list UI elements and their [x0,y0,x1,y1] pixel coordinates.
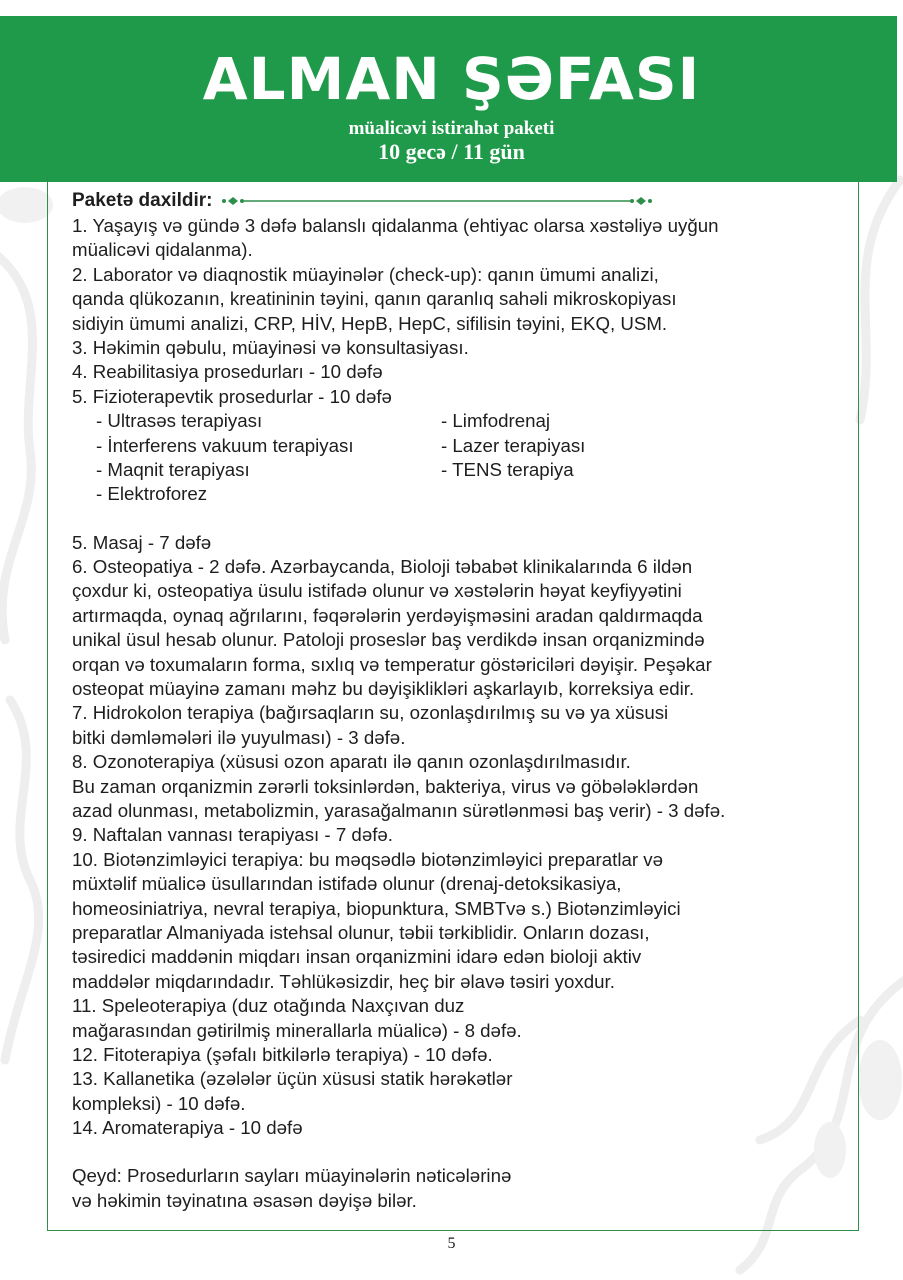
list-item: 4. Reabilitasiya prosedurları - 10 dəfə [72,361,383,383]
list-item: təsiredici maddənin miqdarı insan orqanizmini idarə edən bioloji aktiv [72,946,642,968]
list-item: çoxdur ki, osteopatiya üsulu istifadə olunur və xəstələrin həyat keyfiyyətini [72,580,682,602]
list-item: orqan və toxumaların forma, sıxlıq və temperatur göstəriciləri dəyişir. Peşəkar [72,653,712,675]
list-item: 3. Həkimin qəbulu, müayinəsi və konsultasiyası. [72,336,469,358]
procedure-item: - Ultrasəs terapiyası [96,410,263,432]
ornamental-divider [222,195,652,207]
list-item: 1. Yaşayış və gündə 3 dəfə balanslı qidalanma (ehtiyac olarsa xəstəliyə uyğun [72,215,719,236]
list-item: 14. Aromaterapiya - 10 dəfə [72,1117,303,1139]
list-item: mağarasından gətirilmiş minerallarla müalicə) - 8 dəfə. [72,1019,522,1041]
list-item: azad olunması, metabolizmin, yarasağalmanın sürətlənməsi baş verir) - 3 dəfə. [72,799,726,821]
list-item: maddələr miqdarındadır. Təhlükəsizdir, heç bir əlavə təsiri yoxdur. [72,970,615,992]
procedure-item: - İnterferens vakuum terapiyası [96,434,354,456]
list-item: kompleksi) - 10 dəfə. [72,1092,246,1114]
package-duration: 10 gecə / 11 gün [378,139,525,164]
list-item: 10. Biotənzimləyici terapiya: bu məqsədlə biotənzimləyici preparatlar və [72,848,664,870]
procedure-item: - Maqnit terapiyası [96,458,250,480]
physio-procedures [72,409,832,507]
content-body [72,188,832,1213]
note [72,1164,832,1213]
list-item: 5. Fizioterapevtik prosedurlar - 10 dəfə [72,385,392,407]
list-item: 11. Speleoterapiya (duz otağında Naxçıvan duz [72,995,465,1017]
physio-right-column [441,409,786,507]
section-heading: Paketə daxildir: [72,189,213,211]
list-item: 2. Laborator və diaqnostik müayinələr (check-up): qanın ümumi analizi, [72,263,659,285]
list-item: 13. Kallanetika (əzələlər üçün xüsusi statik hərəkətlər [72,1068,513,1090]
list-item: qanda qlükozanın, kreatininin təyini, qanın qaranlıq sahəli mikroskopiyası [72,288,677,310]
heading-row [72,188,832,214]
list-item: 8. Ozonoterapiya (xüsusi ozon aparatı ilə qanın ozonlaşdırılmasıdır. [72,751,631,773]
note-line: Qeyd: Prosedurların sayları müayinələrin nəticələrinə [72,1165,512,1187]
physio-left-column [72,409,441,507]
page-title: ALMAN ŞƏFASI [202,45,701,113]
items-after-list [72,531,832,1141]
procedure-item: - Elektroforez [96,483,208,505]
list-item: osteopat müayinə zamanı məhz bu dəyişiklikləri aşkarlayıb, korreksiya edir. [72,678,695,700]
procedure-item: - Limfodrenaj [441,410,551,432]
page-number: 5 [447,1235,456,1252]
note-line: və həkimin təyinatına əsasən dəyişə bilər. [72,1189,417,1211]
list-item: müalicəvi qidalanma). [72,239,253,261]
list-item: homeosiniatriya, nevral terapiya, biopunktura, SMBTvə s.) Biotənzimləyici [72,897,681,919]
list-item: 5. Masaj - 7 dəfə [72,531,212,553]
list-item: sidiyin ümumi analizi, CRP, HİV, HepB, HepC, sifilisin təyini, EKQ, USM. [72,312,668,334]
list-item: bitki dəmləmələri ilə yuyulması) - 3 dəfə. [72,726,406,748]
list-item: 7. Hidrokolon terapiya (bağırsaqların su, ozonlaşdırılmış su və ya xüsusi [72,702,669,724]
procedure-item: - TENS terapiya [441,458,574,480]
procedure-item: - Lazer terapiyası [441,434,586,456]
list-item: müxtəlif müalicə üsullarından istifadə olunur (drenaj-detoksikasiya, [72,873,622,895]
package-subtitle: müalicəvi istirahət paketi [348,118,555,139]
list-item: 6. Osteopatiya - 2 dəfə. Azərbaycanda, Bioloji təbabət klinikalarında 6 ildən [72,556,693,578]
list-item: artırmaqda, oynaq ağrılarını, fəqərələrin yerdəyişməsini aradan qaldırmaqda [72,604,703,626]
list-item: 9. Naftalan vannası terapiyası - 7 dəfə. [72,824,393,846]
list-item: preparatlar Almaniyada istehsal olunur, təbii tərkiblidir. Onların dozası, [72,921,650,943]
items-before-list [72,214,832,409]
list-item: Bu zaman orqanizmin zərərli toksinlərdən, bakteriya, virus və göbələklərdən [72,775,699,797]
list-item: 12. Fitoterapiya (şəfalı bitkilərlə terapiya) - 10 dəfə. [72,1043,493,1065]
list-item: unikal üsul hesab olunur. Patoloji proseslər baş verdikdə insan orqanizmində [72,629,705,651]
